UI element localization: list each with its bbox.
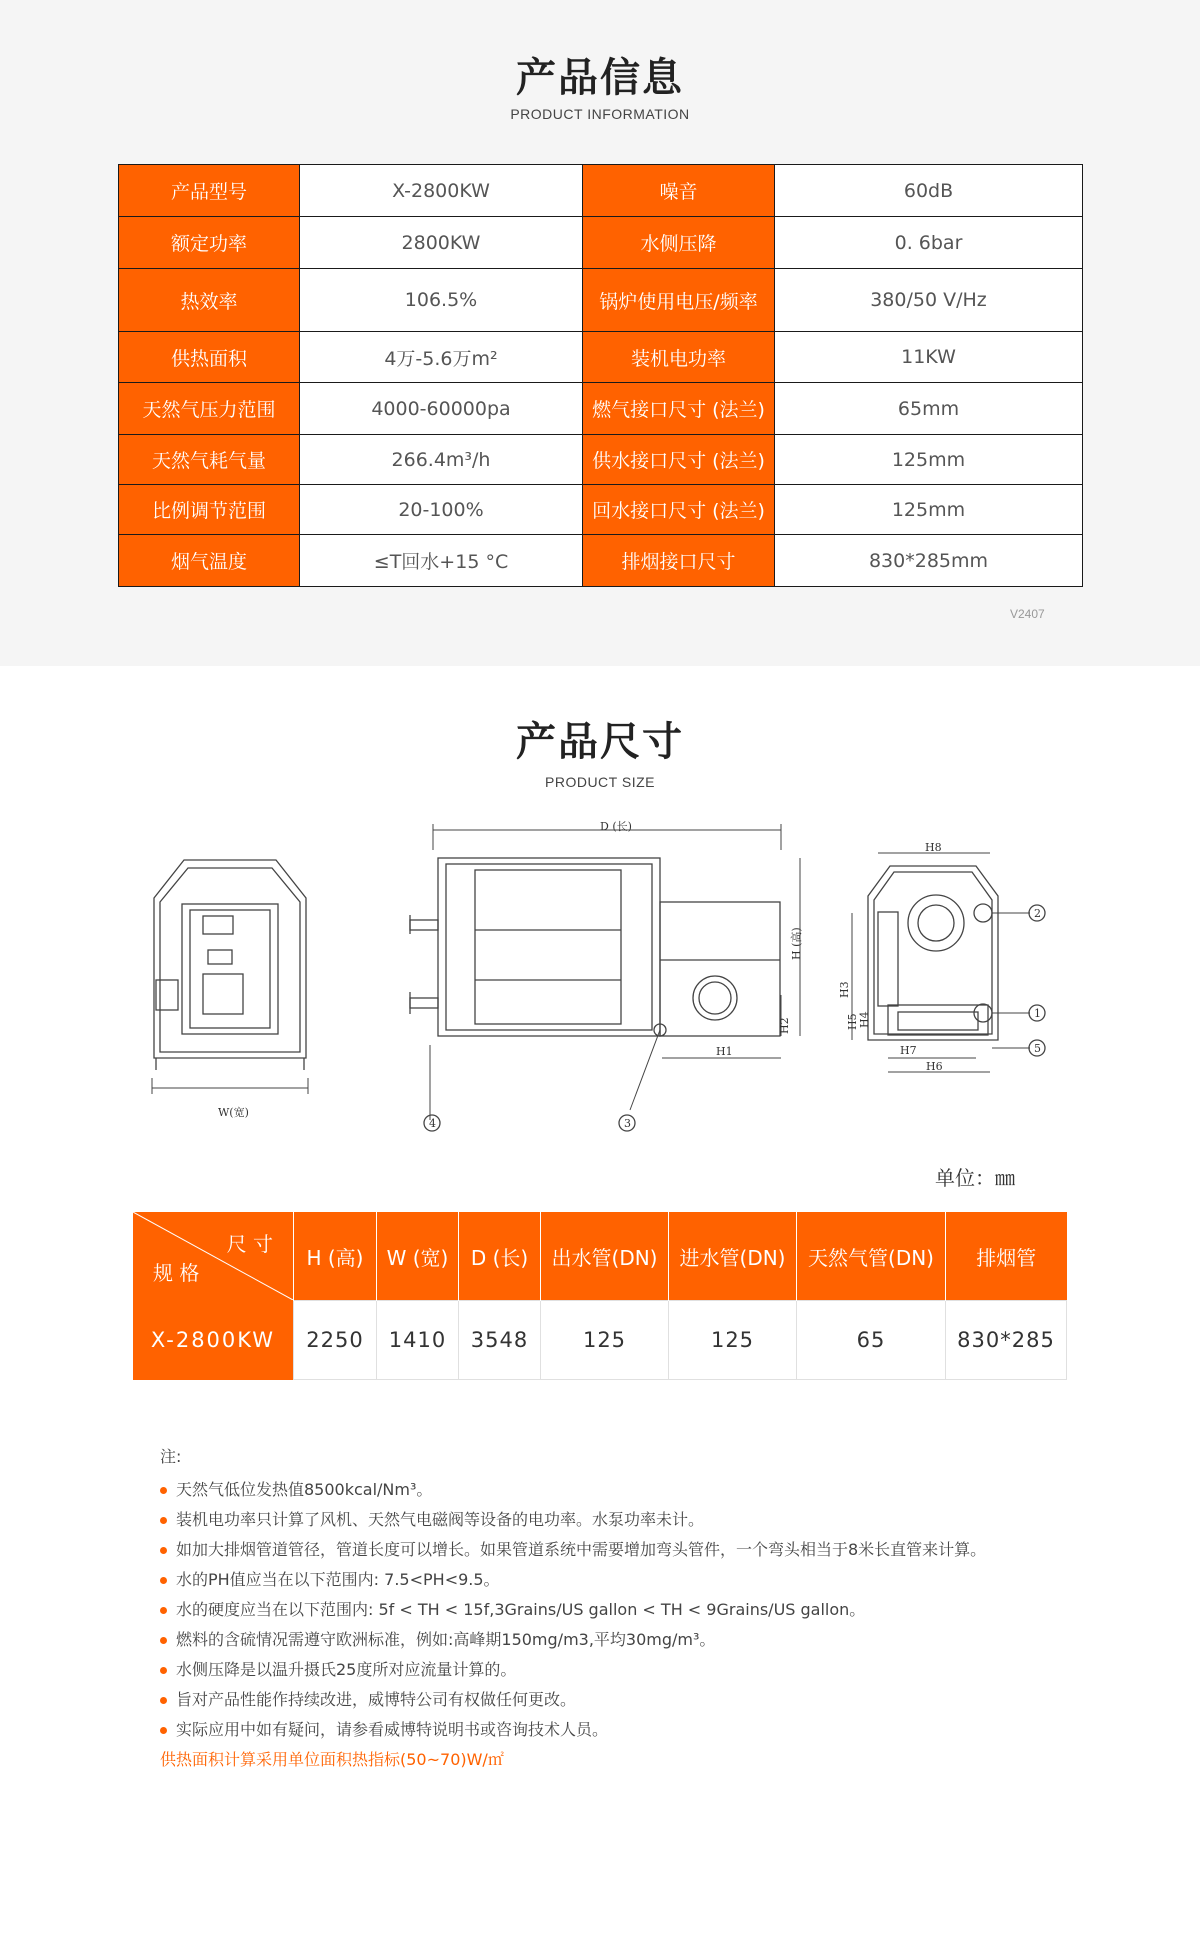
unit-label: 单位：㎜ [935,1166,1015,1190]
info-key: 热效率 [119,269,300,332]
bullet-dot-icon [160,1667,167,1674]
table-row [119,485,1083,535]
info-key: 供热面积 [119,332,300,383]
bullet-dot-icon [160,1487,167,1494]
bullet-dot-icon [160,1637,167,1644]
value-d: 3548 [459,1301,541,1380]
table-row [119,269,1083,332]
bullet-dot-icon [160,1607,167,1614]
info-value: 380/50 V/Hz [775,269,1083,332]
bullet-dot-icon [160,1697,167,1704]
list-item [160,1535,986,1565]
value-gas: 65 [797,1301,946,1380]
info-value: 106.5% [300,269,583,332]
header-flue: 排烟管 [946,1212,1067,1301]
notes-title: 注: [160,1447,182,1466]
note-text: 如加大排烟管道管径，管道长度可以增长。如果管道系统中需要增加弯头管件，一个弯头相当于8米长直管来计算。 [176,1540,987,1559]
dim-h-label: H (高) [790,927,803,960]
info-key: 供水接口尺寸 (法兰) [583,435,775,485]
note-text: 水的硬度应当在以下范围内: 5f < TH < 15f,3Grains/US gallon < TH < 9Grains/US gallon。 [176,1600,866,1619]
bullet-dot-icon [160,1547,167,1554]
info-value: 4000-60000pa [300,383,583,435]
notes-highlight: 供热面积计算采用单位面积热指标(50~70)W/㎡ [160,1750,504,1769]
info-value: 125mm [775,485,1083,535]
info-title: 产品信息 [516,55,684,101]
product-info-section [0,0,1200,666]
info-key: 天然气压力范围 [119,383,300,435]
product-info-table [118,164,1083,587]
callout-3: 3 [624,1117,631,1130]
rear-view-drawing [852,853,1045,1072]
callout-4: 4 [429,1117,436,1130]
notes-section [160,1444,986,1775]
dim-h7-label: H7 [900,1044,917,1057]
info-value: 60dB [775,165,1083,217]
info-subtitle: PRODUCT INFORMATION [510,106,690,122]
table-row [119,383,1083,435]
list-item [160,1595,986,1625]
header-h: H (高) [294,1212,377,1301]
info-value: 2800KW [300,217,583,269]
bullet-dot-icon [160,1517,167,1524]
value-outlet: 125 [541,1301,669,1380]
dim-h2-label: H2 [778,1017,791,1034]
dim-h3-label: H3 [838,981,851,998]
note-text: 天然气低位发热值8500kcal/Nm³。 [176,1480,433,1499]
info-key: 噪音 [583,165,775,217]
info-value: ≤T回水+15 °C [300,535,583,587]
corner-top-label: 尺 寸 [226,1232,273,1257]
info-key: 烟气温度 [119,535,300,587]
size-title: 产品尺寸 [516,719,684,765]
model-cell: X-2800KW [133,1301,294,1380]
note-text: 旨对产品性能作持续改进，威博特公司有权做任何更改。 [176,1690,577,1709]
list-item [160,1625,986,1655]
info-key: 排烟接口尺寸 [583,535,775,587]
dim-h1-label: H1 [716,1045,733,1058]
info-value: 65mm [775,383,1083,435]
version-label: V2407 [1010,607,1045,621]
info-value: 4万-5.6万m² [300,332,583,383]
table-row [133,1301,1067,1380]
list-item [160,1655,986,1685]
info-key: 产品型号 [119,165,300,217]
note-text: 实际应用中如有疑问，请参看威博特说明书或咨询技术人员。 [176,1720,609,1739]
info-key: 锅炉使用电压/频率 [583,269,775,332]
info-value: 0. 6bar [775,217,1083,269]
info-value: X-2800KW [300,165,583,217]
list-item [160,1475,986,1505]
table-row [119,165,1083,217]
corner-bottom-label: 规 格 [153,1261,200,1286]
list-item [160,1505,986,1535]
table-row [119,332,1083,383]
dim-w-label: W(宽) [218,1106,249,1119]
value-w: 1410 [377,1301,459,1380]
size-subtitle: PRODUCT SIZE [545,774,655,790]
info-key: 回水接口尺寸 (法兰) [583,485,775,535]
dimension-drawings [140,820,1080,1140]
value-inlet: 125 [669,1301,797,1380]
table-row [119,535,1083,587]
notes-list [160,1475,986,1745]
note-text: 水的PH值应当在以下范围内: 7.5<PH<9.5。 [176,1570,500,1589]
header-outlet: 出水管(DN) [541,1212,669,1301]
info-value: 830*285mm [775,535,1083,587]
size-table [133,1212,1067,1380]
table-row [119,435,1083,485]
front-view-drawing [152,860,308,1100]
info-value: 20-100% [300,485,583,535]
value-flue: 830*285 [946,1301,1067,1380]
info-value: 125mm [775,435,1083,485]
callout-5: 5 [1034,1042,1041,1055]
info-key: 天然气耗气量 [119,435,300,485]
header-d: D (长) [459,1212,541,1301]
header-gas: 天然气管(DN) [797,1212,946,1301]
list-item [160,1715,986,1745]
value-h: 2250 [294,1301,377,1380]
bullet-dot-icon [160,1727,167,1734]
dim-h8-label: H8 [925,841,942,854]
size-table-corner [133,1212,294,1301]
info-key: 比例调节范围 [119,485,300,535]
list-item [160,1565,986,1595]
side-view-drawing [410,824,800,1131]
dim-d-label: D (长) [600,820,632,833]
note-text: 装机电功率只计算了风机、天然气电磁阀等设备的电功率。水泵功率未计。 [176,1510,705,1529]
dim-h4-label: H4 [858,1011,871,1028]
dim-h5-label: H5 [846,1013,859,1030]
info-value: 11KW [775,332,1083,383]
info-value: 266.4m³/h [300,435,583,485]
dim-h6-label: H6 [926,1060,943,1073]
note-text: 燃料的含硫情况需遵守欧洲标准，例如:高峰期150mg/m3,平均30mg/m³。 [176,1630,716,1649]
info-key: 额定功率 [119,217,300,269]
header-inlet: 进水管(DN) [669,1212,797,1301]
info-key: 燃气接口尺寸 (法兰) [583,383,775,435]
header-w: W (宽) [377,1212,459,1301]
callout-1: 1 [1034,1007,1041,1020]
info-key: 装机电功率 [583,332,775,383]
info-key: 水侧压降 [583,217,775,269]
callout-2: 2 [1034,907,1041,920]
bullet-dot-icon [160,1577,167,1584]
list-item [160,1685,986,1715]
table-row [119,217,1083,269]
note-text: 水侧压降是以温升摄氏25度所对应流量计算的。 [176,1660,517,1679]
